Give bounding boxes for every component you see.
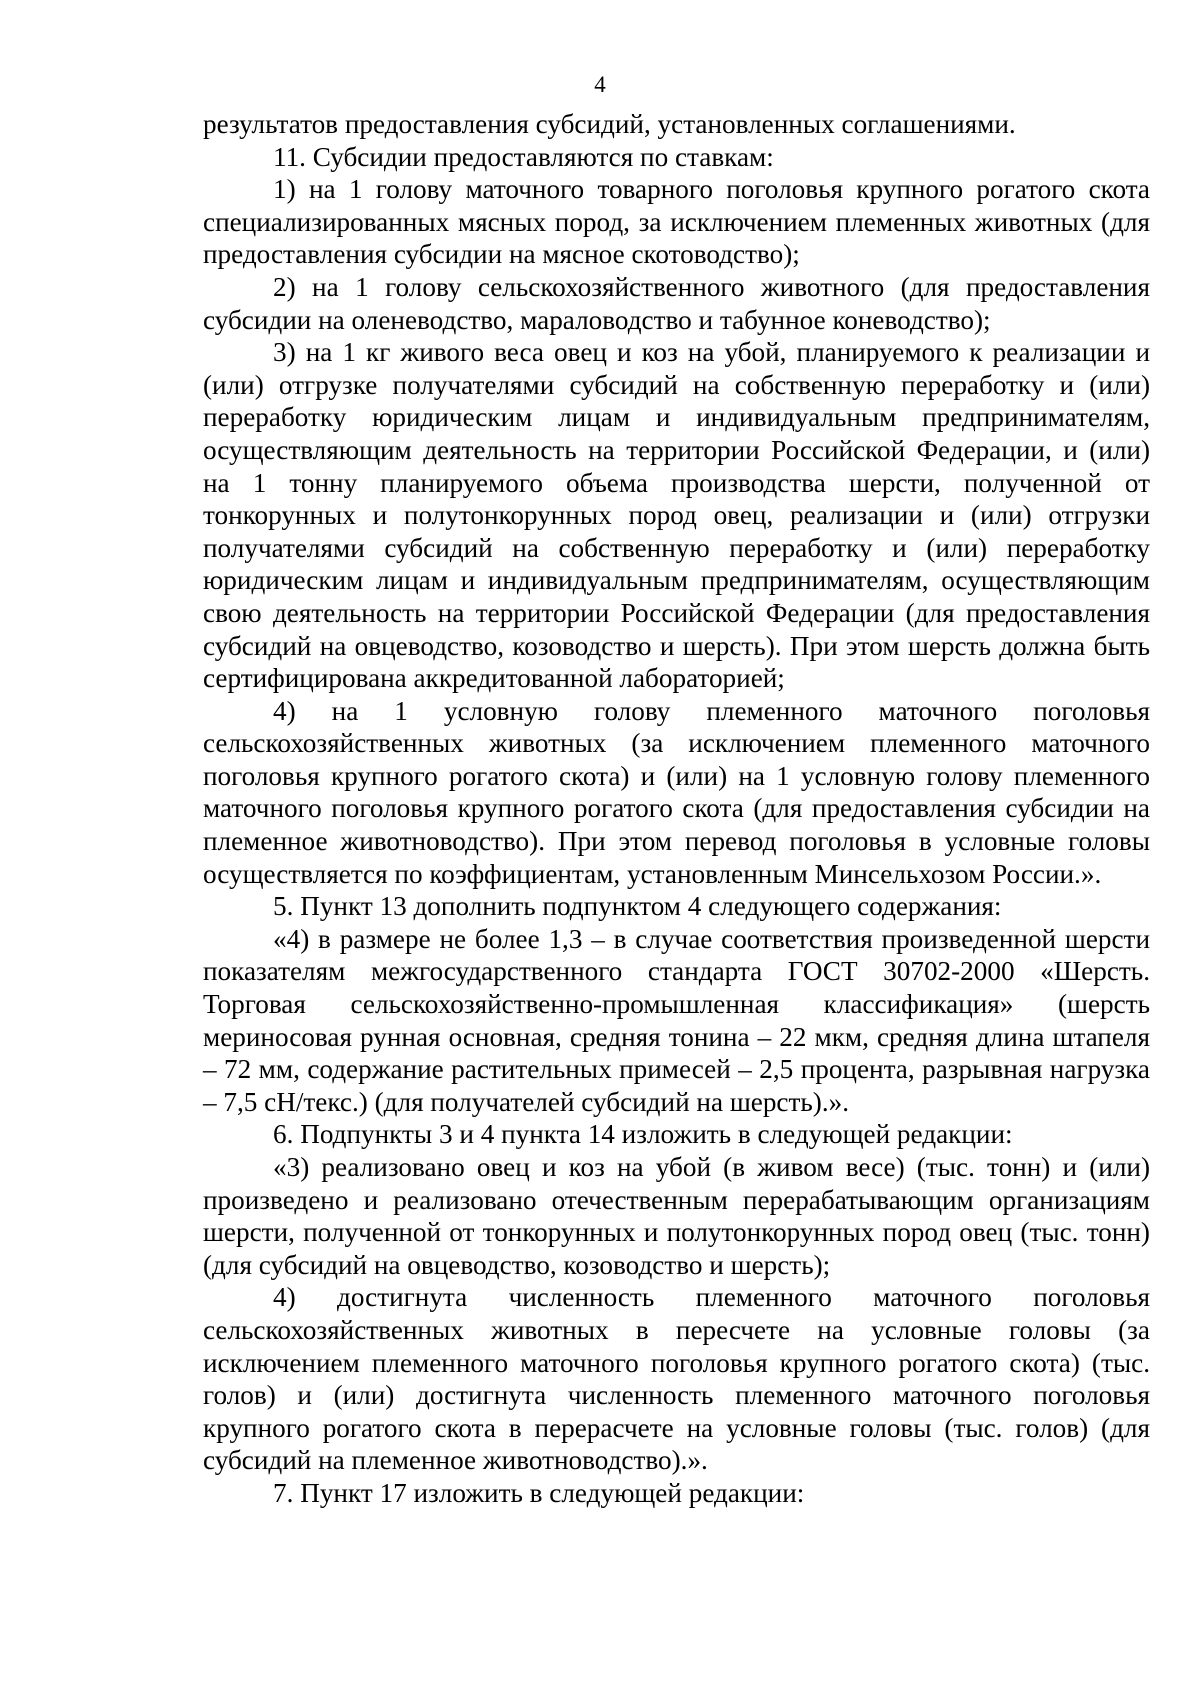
paragraph-item-6: 6. Подпункты 3 и 4 пункта 14 изложить в следующей редакции: [273,1119,1013,1150]
paragraph-subitem-1: 1) на 1 голову маточного товарного поголовья крупного рогатого скота специализированных мясных пород, за исключением племенных животных (для предоставления субсидии на мясное скотоводство); [203,174,1150,270]
page-number: 4 [594,72,606,97]
paragraph-item-5-subitem-4: «4) в размере не более 1,3 – в случае соответствия произведенной шерсти показателям межгосударственного стандарта ГОСТ 30702-2000 «Шерсть. Торговая сельскохозяйственно-промышленная классификация» (шерсть мериносовая рунная основная, средняя тонина – 22 мкм, средняя длина штапеля – 72 мм, содержание растительных примесей – 2,5 процента, разрывная нагрузка – 7,5 сН/текс.) (для получателей субсидий на шерсть).». [203,923,1150,1117]
paragraph-results-continuation: результатов предоставления субсидий, установленных соглашениями. [203,109,1016,139]
paragraph-item-6-subitem-3: «3) реализовано овец и коз на убой (в живом весе) (тыс. тонн) и (или) произведено и реализовано отечественным перерабатывающим организациям шерсти, полученной от тонкорунных и полутонкорунных пород овец (тыс. тонн) (для субсидий на овцеводство, козоводство и шерсть); [203,1152,1150,1280]
paragraph-item-11: 11. Субсидии предоставляются по ставкам: [273,141,774,172]
paragraph-subitem-4: 4) на 1 условную голову племенного маточного поголовья сельскохозяйственных животных (за исключением племенного маточного поголовья крупного рогатого скота) и (или) на 1 условную голову племенного маточного поголовья крупного рогатого скота (для предоставления субсидии на племенное животноводство). При этом перевод поголовья в условные головы осуществляется по коэффициентам, установленным Минсельхозом России.». [203,695,1150,889]
paragraph-item-7: 7. Пункт 17 изложить в следующей редакции: [273,1477,805,1508]
paragraph-subitem-2: 2) на 1 голову сельскохозяйственного животного (для предоставления субсидии на оленеводство, мараловодство и табунное коневодство); [203,271,1150,335]
document-body [203,108,1150,1510]
paragraph-item-6-subitem-4: 4) достигнута численность племенного маточного поголовья сельскохозяйственных животных в пересчете на условные головы (за исключением племенного маточного поголовья крупного рогатого скота) (тыс. голов) и (или) достигнута численность племенного маточного поголовья крупного рогатого скота в перерасчете на условные головы (тыс. голов) (для субсидий на племенное животноводство).». [203,1282,1150,1476]
paragraph-item-5: 5. Пункт 13 дополнить подпунктом 4 следующего содержания: [273,891,1002,922]
paragraph-subitem-3: 3) на 1 кг живого веса овец и коз на убой, планируемого к реализации и (или) отгрузке получателями субсидий на собственную переработку и (или) переработку юридическим лицам и индивидуальным предпринимателям, осуществляющим деятельность на территории Российской Федерации, и (или) на 1 тонну планируемого объема производства шерсти, полученной от тонкорунных и полутонкорунных пород овец, реализации и (или) отгрузки получателями субсидий на собственную переработку и (или) переработку юридическим лицам и индивидуальным предпринимателям, осуществляющим свою деятельность на территории Российской Федерации (для предоставления субсидий на овцеводство, козоводство и шерсть). При этом шерсть должна быть сертифицирована аккредитованной лабораторией; [203,337,1150,694]
